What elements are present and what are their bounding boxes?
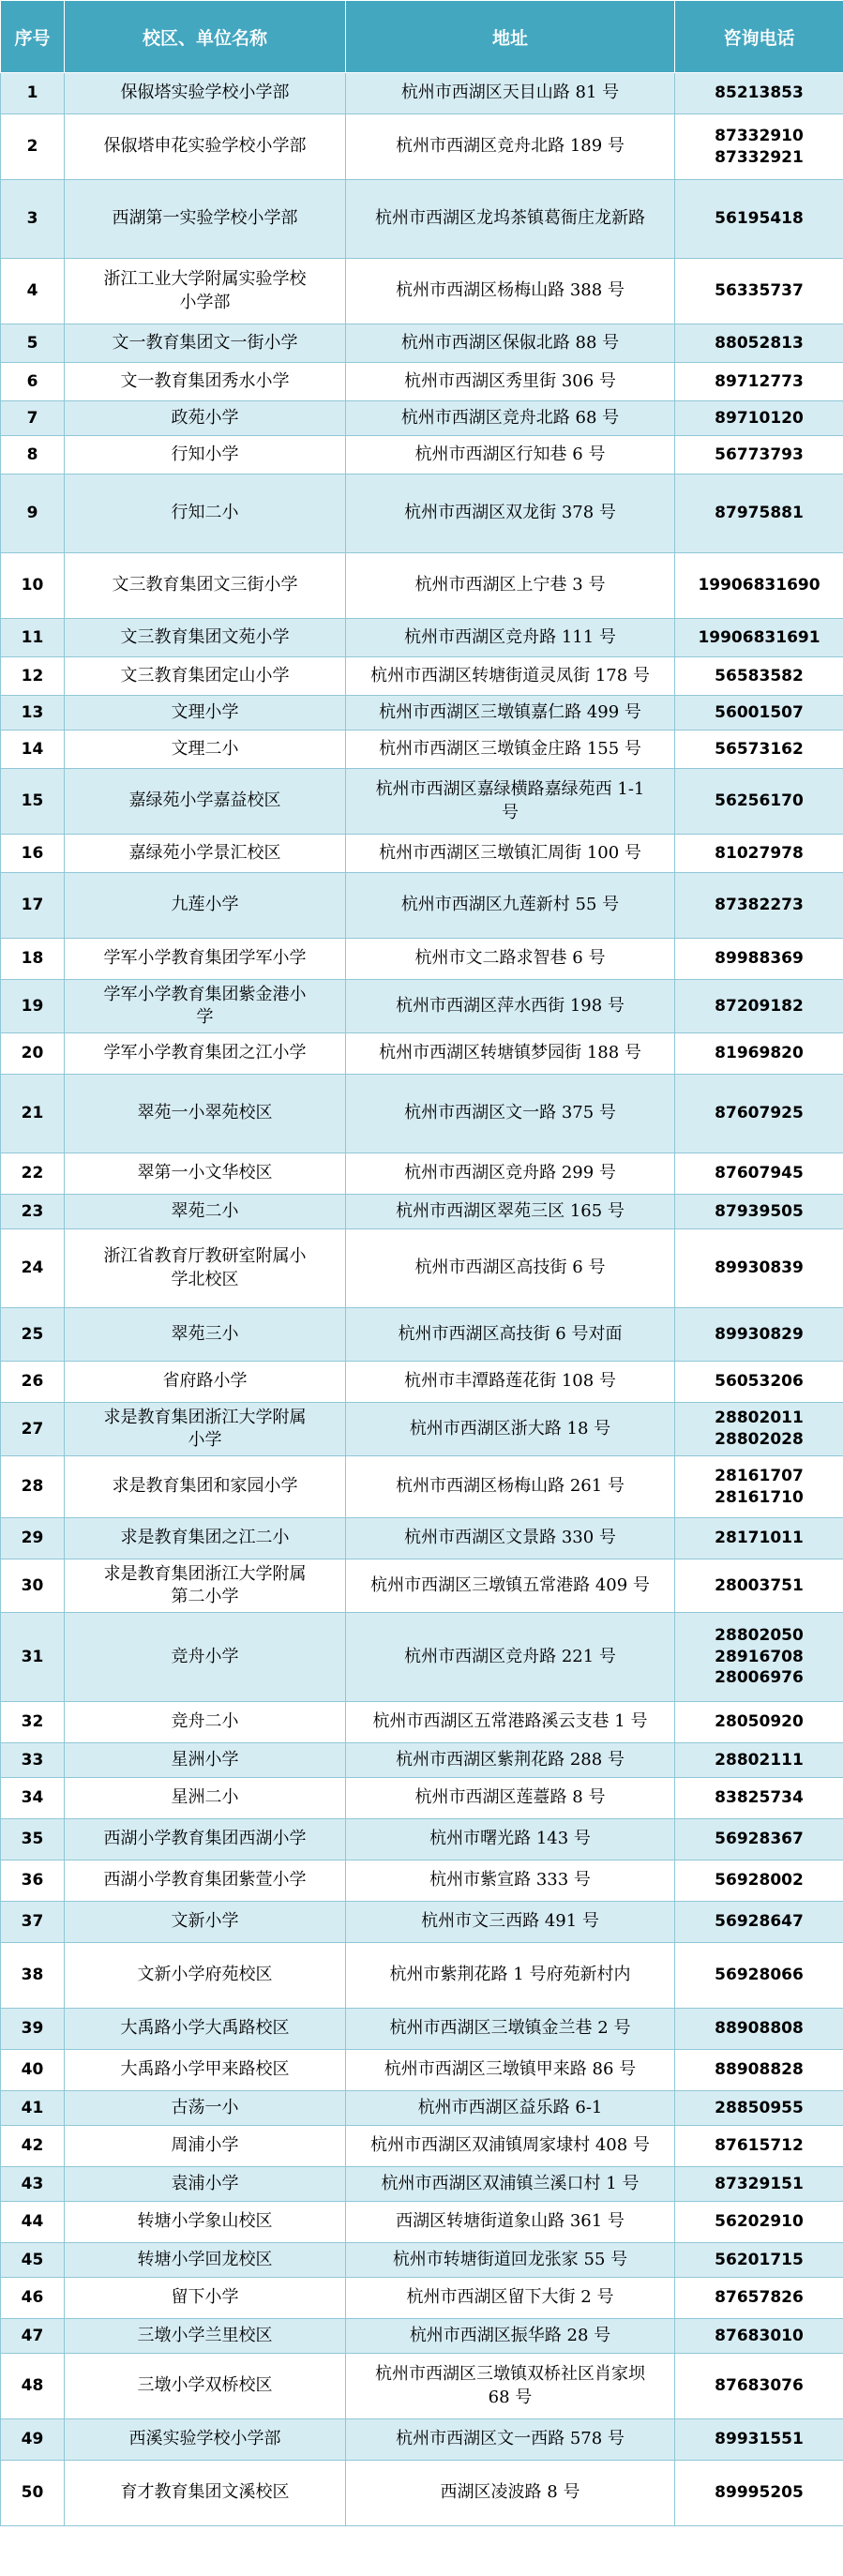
table-row — [1, 363, 843, 401]
table-row — [1, 401, 843, 436]
school-name: 嘉绿苑小学嘉益校区 — [65, 769, 346, 835]
school-address: 杭州市西湖区三墩镇五常港路 409 号 — [346, 1559, 675, 1613]
school-name: 文理二小 — [65, 731, 346, 769]
school-phone: 56001507 — [675, 696, 843, 731]
school-phone: 88908808 — [675, 2009, 843, 2050]
table-row — [1, 2091, 843, 2126]
row-number: 41 — [1, 2091, 65, 2126]
school-phone: 87683076 — [675, 2354, 843, 2419]
school-phone: 87209182 — [675, 980, 843, 1033]
table-row — [1, 73, 843, 114]
school-address: 杭州市西湖区萍水西街 198 号 — [346, 980, 675, 1033]
school-address: 杭州市西湖区振华路 28 号 — [346, 2319, 675, 2354]
table-row — [1, 1743, 843, 1778]
school-name: 文三教育集团定山小学 — [65, 657, 346, 696]
table-row — [1, 1195, 843, 1229]
school-address: 西湖区转塘街道象山路 361 号 — [346, 2202, 675, 2243]
row-number: 2 — [1, 114, 65, 180]
table-row — [1, 1559, 843, 1613]
school-name: 大禹路小学大禹路校区 — [65, 2009, 346, 2050]
school-name: 浙江省教育厅教研室附属小 学北校区 — [65, 1229, 346, 1308]
school-address: 杭州市西湖区文一西路 578 号 — [346, 2419, 675, 2461]
row-number: 36 — [1, 1860, 65, 1902]
table-row — [1, 2278, 843, 2319]
row-number: 37 — [1, 1902, 65, 1943]
row-number: 10 — [1, 553, 65, 619]
school-name: 文一教育集团文一街小学 — [65, 324, 346, 363]
school-address: 杭州市西湖区竞舟北路 68 号 — [346, 401, 675, 436]
school-phone: 56928647 — [675, 1902, 843, 1943]
table-row — [1, 1902, 843, 1943]
school-address: 杭州市西湖区转塘街道灵凤街 178 号 — [346, 657, 675, 696]
school-phone: 87607925 — [675, 1075, 843, 1153]
school-address: 杭州市西湖区竞舟路 221 号 — [346, 1613, 675, 1702]
row-number: 12 — [1, 657, 65, 696]
table-row — [1, 2202, 843, 2243]
table-row — [1, 980, 843, 1033]
table-row — [1, 259, 843, 324]
school-name: 保俶塔申花实验学校小学部 — [65, 114, 346, 180]
school-phone: 28171011 — [675, 1518, 843, 1559]
school-name: 浙江工业大学附属实验学校 小学部 — [65, 259, 346, 324]
school-address: 杭州市西湖区紫荆花路 288 号 — [346, 1743, 675, 1778]
school-phone: 89930829 — [675, 1308, 843, 1362]
school-phone: 89995205 — [675, 2461, 843, 2526]
table-row — [1, 324, 843, 363]
school-address: 杭州市西湖区三墩镇金庄路 155 号 — [346, 731, 675, 769]
row-number: 19 — [1, 980, 65, 1033]
school-address: 杭州市西湖区杨梅山路 261 号 — [346, 1456, 675, 1518]
school-phone: 88908828 — [675, 2050, 843, 2091]
row-number: 39 — [1, 2009, 65, 2050]
school-name: 西湖小学教育集团西湖小学 — [65, 1819, 346, 1860]
school-phone: 89930839 — [675, 1229, 843, 1308]
school-name: 转塘小学回龙校区 — [65, 2243, 346, 2278]
row-number: 31 — [1, 1613, 65, 1702]
table-header-row — [1, 1, 843, 73]
row-number: 8 — [1, 436, 65, 475]
school-phone: 85213853 — [675, 73, 843, 114]
school-name: 求是教育集团之江二小 — [65, 1518, 346, 1559]
school-phone: 28802050 28916708 28006976 — [675, 1613, 843, 1702]
row-number: 3 — [1, 180, 65, 259]
row-number: 42 — [1, 2126, 65, 2167]
school-phone: 19906831690 — [675, 553, 843, 619]
header-phone: 咨询电话 — [675, 1, 843, 73]
school-address: 杭州市西湖区秀里街 306 号 — [346, 363, 675, 401]
table-row — [1, 2167, 843, 2202]
school-name: 西湖第一实验学校小学部 — [65, 180, 346, 259]
school-phone: 81969820 — [675, 1033, 843, 1075]
table-row — [1, 436, 843, 475]
school-phone: 19906831691 — [675, 619, 843, 657]
school-name: 求是教育集团和家园小学 — [65, 1456, 346, 1518]
school-phone: 56195418 — [675, 180, 843, 259]
school-address: 杭州市西湖区高技街 6 号 — [346, 1229, 675, 1308]
row-number: 21 — [1, 1075, 65, 1153]
school-phone: 87683010 — [675, 2319, 843, 2354]
school-address: 杭州市西湖区双浦镇兰溪口村 1 号 — [346, 2167, 675, 2202]
table-row — [1, 2461, 843, 2526]
school-phone: 87382273 — [675, 873, 843, 939]
school-address: 杭州市文二路求智巷 6 号 — [346, 939, 675, 980]
header-name: 校区、单位名称 — [65, 1, 346, 73]
table-row — [1, 873, 843, 939]
school-address: 杭州市丰潭路莲花街 108 号 — [346, 1362, 675, 1403]
school-name: 政苑小学 — [65, 401, 346, 436]
school-address: 杭州市西湖区竞舟北路 189 号 — [346, 114, 675, 180]
school-phone: 87615712 — [675, 2126, 843, 2167]
row-number: 17 — [1, 873, 65, 939]
school-phone: 89712773 — [675, 363, 843, 401]
table-row — [1, 2009, 843, 2050]
school-phone: 88052813 — [675, 324, 843, 363]
school-address: 杭州市西湖区三墩镇汇周街 100 号 — [346, 835, 675, 873]
school-name: 竞舟二小 — [65, 1702, 346, 1743]
row-number: 28 — [1, 1456, 65, 1518]
table-row — [1, 731, 843, 769]
table-row — [1, 939, 843, 980]
table-row — [1, 2354, 843, 2419]
row-number: 9 — [1, 475, 65, 553]
school-address: 杭州市西湖区双龙街 378 号 — [346, 475, 675, 553]
table-row — [1, 1308, 843, 1362]
table-row — [1, 1860, 843, 1902]
school-name: 大禹路小学甲来路校区 — [65, 2050, 346, 2091]
row-number: 43 — [1, 2167, 65, 2202]
school-address: 杭州市西湖区益乐路 6-1 — [346, 2091, 675, 2126]
table-row — [1, 1702, 843, 1743]
school-address: 杭州市西湖区上宁巷 3 号 — [346, 553, 675, 619]
row-number: 29 — [1, 1518, 65, 1559]
school-address: 杭州市西湖区文景路 330 号 — [346, 1518, 675, 1559]
school-name: 行知小学 — [65, 436, 346, 475]
school-phone: 28802111 — [675, 1743, 843, 1778]
school-phone: 89710120 — [675, 401, 843, 436]
table-row — [1, 1229, 843, 1308]
school-address: 杭州市西湖区嘉绿横路嘉绿苑西 1-1 号 — [346, 769, 675, 835]
school-address: 杭州市西湖区杨梅山路 388 号 — [346, 259, 675, 324]
school-address: 杭州市西湖区双浦镇周家埭村 408 号 — [346, 2126, 675, 2167]
row-number: 16 — [1, 835, 65, 873]
row-number: 6 — [1, 363, 65, 401]
school-name: 育才教育集团文溪校区 — [65, 2461, 346, 2526]
school-name: 西溪实验学校小学部 — [65, 2419, 346, 2461]
row-number: 15 — [1, 769, 65, 835]
table-row — [1, 2319, 843, 2354]
row-number: 48 — [1, 2354, 65, 2419]
school-address: 杭州市西湖区浙大路 18 号 — [346, 1403, 675, 1456]
table-row — [1, 553, 843, 619]
table-row — [1, 1518, 843, 1559]
school-name: 转塘小学象山校区 — [65, 2202, 346, 2243]
school-address: 杭州市西湖区三墩镇金兰巷 2 号 — [346, 2009, 675, 2050]
school-name: 嘉绿苑小学景汇校区 — [65, 835, 346, 873]
school-phone: 56335737 — [675, 259, 843, 324]
table-row — [1, 2243, 843, 2278]
school-name: 留下小学 — [65, 2278, 346, 2319]
table-row — [1, 1153, 843, 1195]
row-number: 20 — [1, 1033, 65, 1075]
table-row — [1, 657, 843, 696]
school-phone: 56928066 — [675, 1943, 843, 2009]
header-address: 地址 — [346, 1, 675, 73]
school-address: 杭州市西湖区翠苑三区 165 号 — [346, 1195, 675, 1229]
school-phone: 56928002 — [675, 1860, 843, 1902]
row-number: 35 — [1, 1819, 65, 1860]
row-number: 34 — [1, 1778, 65, 1819]
school-address: 杭州市西湖区文一路 375 号 — [346, 1075, 675, 1153]
row-number: 24 — [1, 1229, 65, 1308]
school-address: 杭州市紫宣路 333 号 — [346, 1860, 675, 1902]
table-row — [1, 2126, 843, 2167]
school-phone: 56053206 — [675, 1362, 843, 1403]
school-address: 杭州市曙光路 143 号 — [346, 1819, 675, 1860]
school-phone: 87657826 — [675, 2278, 843, 2319]
school-phone: 87607945 — [675, 1153, 843, 1195]
school-address: 杭州市西湖区莲薹路 8 号 — [346, 1778, 675, 1819]
table-row — [1, 1613, 843, 1702]
school-name: 三墩小学兰里校区 — [65, 2319, 346, 2354]
row-number: 4 — [1, 259, 65, 324]
school-name: 周浦小学 — [65, 2126, 346, 2167]
row-number: 47 — [1, 2319, 65, 2354]
school-name: 行知二小 — [65, 475, 346, 553]
school-address: 杭州市西湖区保俶北路 88 号 — [346, 324, 675, 363]
school-phone: 87332910 87332921 — [675, 114, 843, 180]
school-address: 杭州市西湖区三墩镇双桥社区肖家坝 68 号 — [346, 2354, 675, 2419]
school-phone: 87329151 — [675, 2167, 843, 2202]
school-name: 西湖小学教育集团紫萱小学 — [65, 1860, 346, 1902]
row-number: 40 — [1, 2050, 65, 2091]
school-phone: 56583582 — [675, 657, 843, 696]
table-row — [1, 2419, 843, 2461]
school-address: 杭州市西湖区竞舟路 299 号 — [346, 1153, 675, 1195]
school-address: 杭州市西湖区留下大街 2 号 — [346, 2278, 675, 2319]
row-number: 38 — [1, 1943, 65, 2009]
school-name: 袁浦小学 — [65, 2167, 346, 2202]
school-name: 星洲二小 — [65, 1778, 346, 1819]
table-row — [1, 1456, 843, 1518]
school-phone: 56773793 — [675, 436, 843, 475]
row-number: 33 — [1, 1743, 65, 1778]
school-name: 求是教育集团浙江大学附属 第二小学 — [65, 1559, 346, 1613]
school-address: 杭州市紫荆花路 1 号府苑新村内 — [346, 1943, 675, 2009]
row-number: 23 — [1, 1195, 65, 1229]
school-name: 文三教育集团文三街小学 — [65, 553, 346, 619]
school-address: 西湖区凌波路 8 号 — [346, 2461, 675, 2526]
row-number: 45 — [1, 2243, 65, 2278]
table-row — [1, 475, 843, 553]
school-address: 杭州市转塘街道回龙张家 55 号 — [346, 2243, 675, 2278]
row-number: 44 — [1, 2202, 65, 2243]
school-phone: 87939505 — [675, 1195, 843, 1229]
school-name: 省府路小学 — [65, 1362, 346, 1403]
row-number: 27 — [1, 1403, 65, 1456]
row-number: 7 — [1, 401, 65, 436]
table-row — [1, 1075, 843, 1153]
school-phone: 56202910 — [675, 2202, 843, 2243]
school-name: 古荡一小 — [65, 2091, 346, 2126]
table-row — [1, 1943, 843, 2009]
school-phone: 56928367 — [675, 1819, 843, 1860]
table-row — [1, 1778, 843, 1819]
school-name: 星洲小学 — [65, 1743, 346, 1778]
table-row — [1, 2050, 843, 2091]
school-name: 翠苑一小翠苑校区 — [65, 1075, 346, 1153]
school-phone: 83825734 — [675, 1778, 843, 1819]
school-name: 文理小学 — [65, 696, 346, 731]
row-number: 50 — [1, 2461, 65, 2526]
school-address: 杭州市西湖区竞舟路 111 号 — [346, 619, 675, 657]
header-no: 序号 — [1, 1, 65, 73]
school-phone: 28850955 — [675, 2091, 843, 2126]
table-row — [1, 114, 843, 180]
row-number: 46 — [1, 2278, 65, 2319]
school-name: 竞舟小学 — [65, 1613, 346, 1702]
row-number: 49 — [1, 2419, 65, 2461]
table-row — [1, 1819, 843, 1860]
school-address: 杭州市西湖区三墩镇甲来路 86 号 — [346, 2050, 675, 2091]
row-number: 22 — [1, 1153, 65, 1195]
school-name: 求是教育集团浙江大学附属 小学 — [65, 1403, 346, 1456]
table-row — [1, 1033, 843, 1075]
school-phone: 89931551 — [675, 2419, 843, 2461]
school-address: 杭州市西湖区九莲新村 55 号 — [346, 873, 675, 939]
school-name: 学军小学教育集团之江小学 — [65, 1033, 346, 1075]
school-name: 学军小学教育集团紫金港小 学 — [65, 980, 346, 1033]
school-phone: 28161707 28161710 — [675, 1456, 843, 1518]
row-number: 30 — [1, 1559, 65, 1613]
row-number: 1 — [1, 73, 65, 114]
school-address: 杭州市西湖区天目山路 81 号 — [346, 73, 675, 114]
table-row — [1, 180, 843, 259]
school-name: 翠苑二小 — [65, 1195, 346, 1229]
school-name: 文新小学 — [65, 1902, 346, 1943]
school-phone: 81027978 — [675, 835, 843, 873]
school-phone: 28802011 28802028 — [675, 1403, 843, 1456]
school-phone: 56256170 — [675, 769, 843, 835]
school-phone: 56201715 — [675, 2243, 843, 2278]
school-address: 杭州市西湖区行知巷 6 号 — [346, 436, 675, 475]
school-name: 保俶塔实验学校小学部 — [65, 73, 346, 114]
table-row — [1, 769, 843, 835]
table-row — [1, 696, 843, 731]
row-number: 14 — [1, 731, 65, 769]
school-phone: 56573162 — [675, 731, 843, 769]
school-name: 学军小学教育集团学军小学 — [65, 939, 346, 980]
school-phone: 28050920 — [675, 1702, 843, 1743]
table-row — [1, 619, 843, 657]
school-address: 杭州市西湖区五常港路溪云支巷 1 号 — [346, 1702, 675, 1743]
row-number: 26 — [1, 1362, 65, 1403]
school-address: 杭州市西湖区龙坞茶镇葛衙庄龙新路 — [346, 180, 675, 259]
school-name: 文新小学府苑校区 — [65, 1943, 346, 2009]
school-name: 文一教育集团秀水小学 — [65, 363, 346, 401]
school-phone: 89988369 — [675, 939, 843, 980]
school-name: 三墩小学双桥校区 — [65, 2354, 346, 2419]
row-number: 32 — [1, 1702, 65, 1743]
school-address: 杭州市西湖区三墩镇嘉仁路 499 号 — [346, 696, 675, 731]
school-address: 杭州市文三西路 491 号 — [346, 1902, 675, 1943]
row-number: 5 — [1, 324, 65, 363]
school-name: 文三教育集团文苑小学 — [65, 619, 346, 657]
row-number: 11 — [1, 619, 65, 657]
school-name: 翠第一小文华校区 — [65, 1153, 346, 1195]
school-address: 杭州市西湖区高技街 6 号对面 — [346, 1308, 675, 1362]
table-row — [1, 1362, 843, 1403]
table-row — [1, 835, 843, 873]
row-number: 13 — [1, 696, 65, 731]
school-name: 九莲小学 — [65, 873, 346, 939]
school-address: 杭州市西湖区转塘镇梦园街 188 号 — [346, 1033, 675, 1075]
school-phone: 28003751 — [675, 1559, 843, 1613]
table-row — [1, 1403, 843, 1456]
school-name: 翠苑三小 — [65, 1308, 346, 1362]
row-number: 25 — [1, 1308, 65, 1362]
school-phone: 87975881 — [675, 475, 843, 553]
row-number: 18 — [1, 939, 65, 980]
